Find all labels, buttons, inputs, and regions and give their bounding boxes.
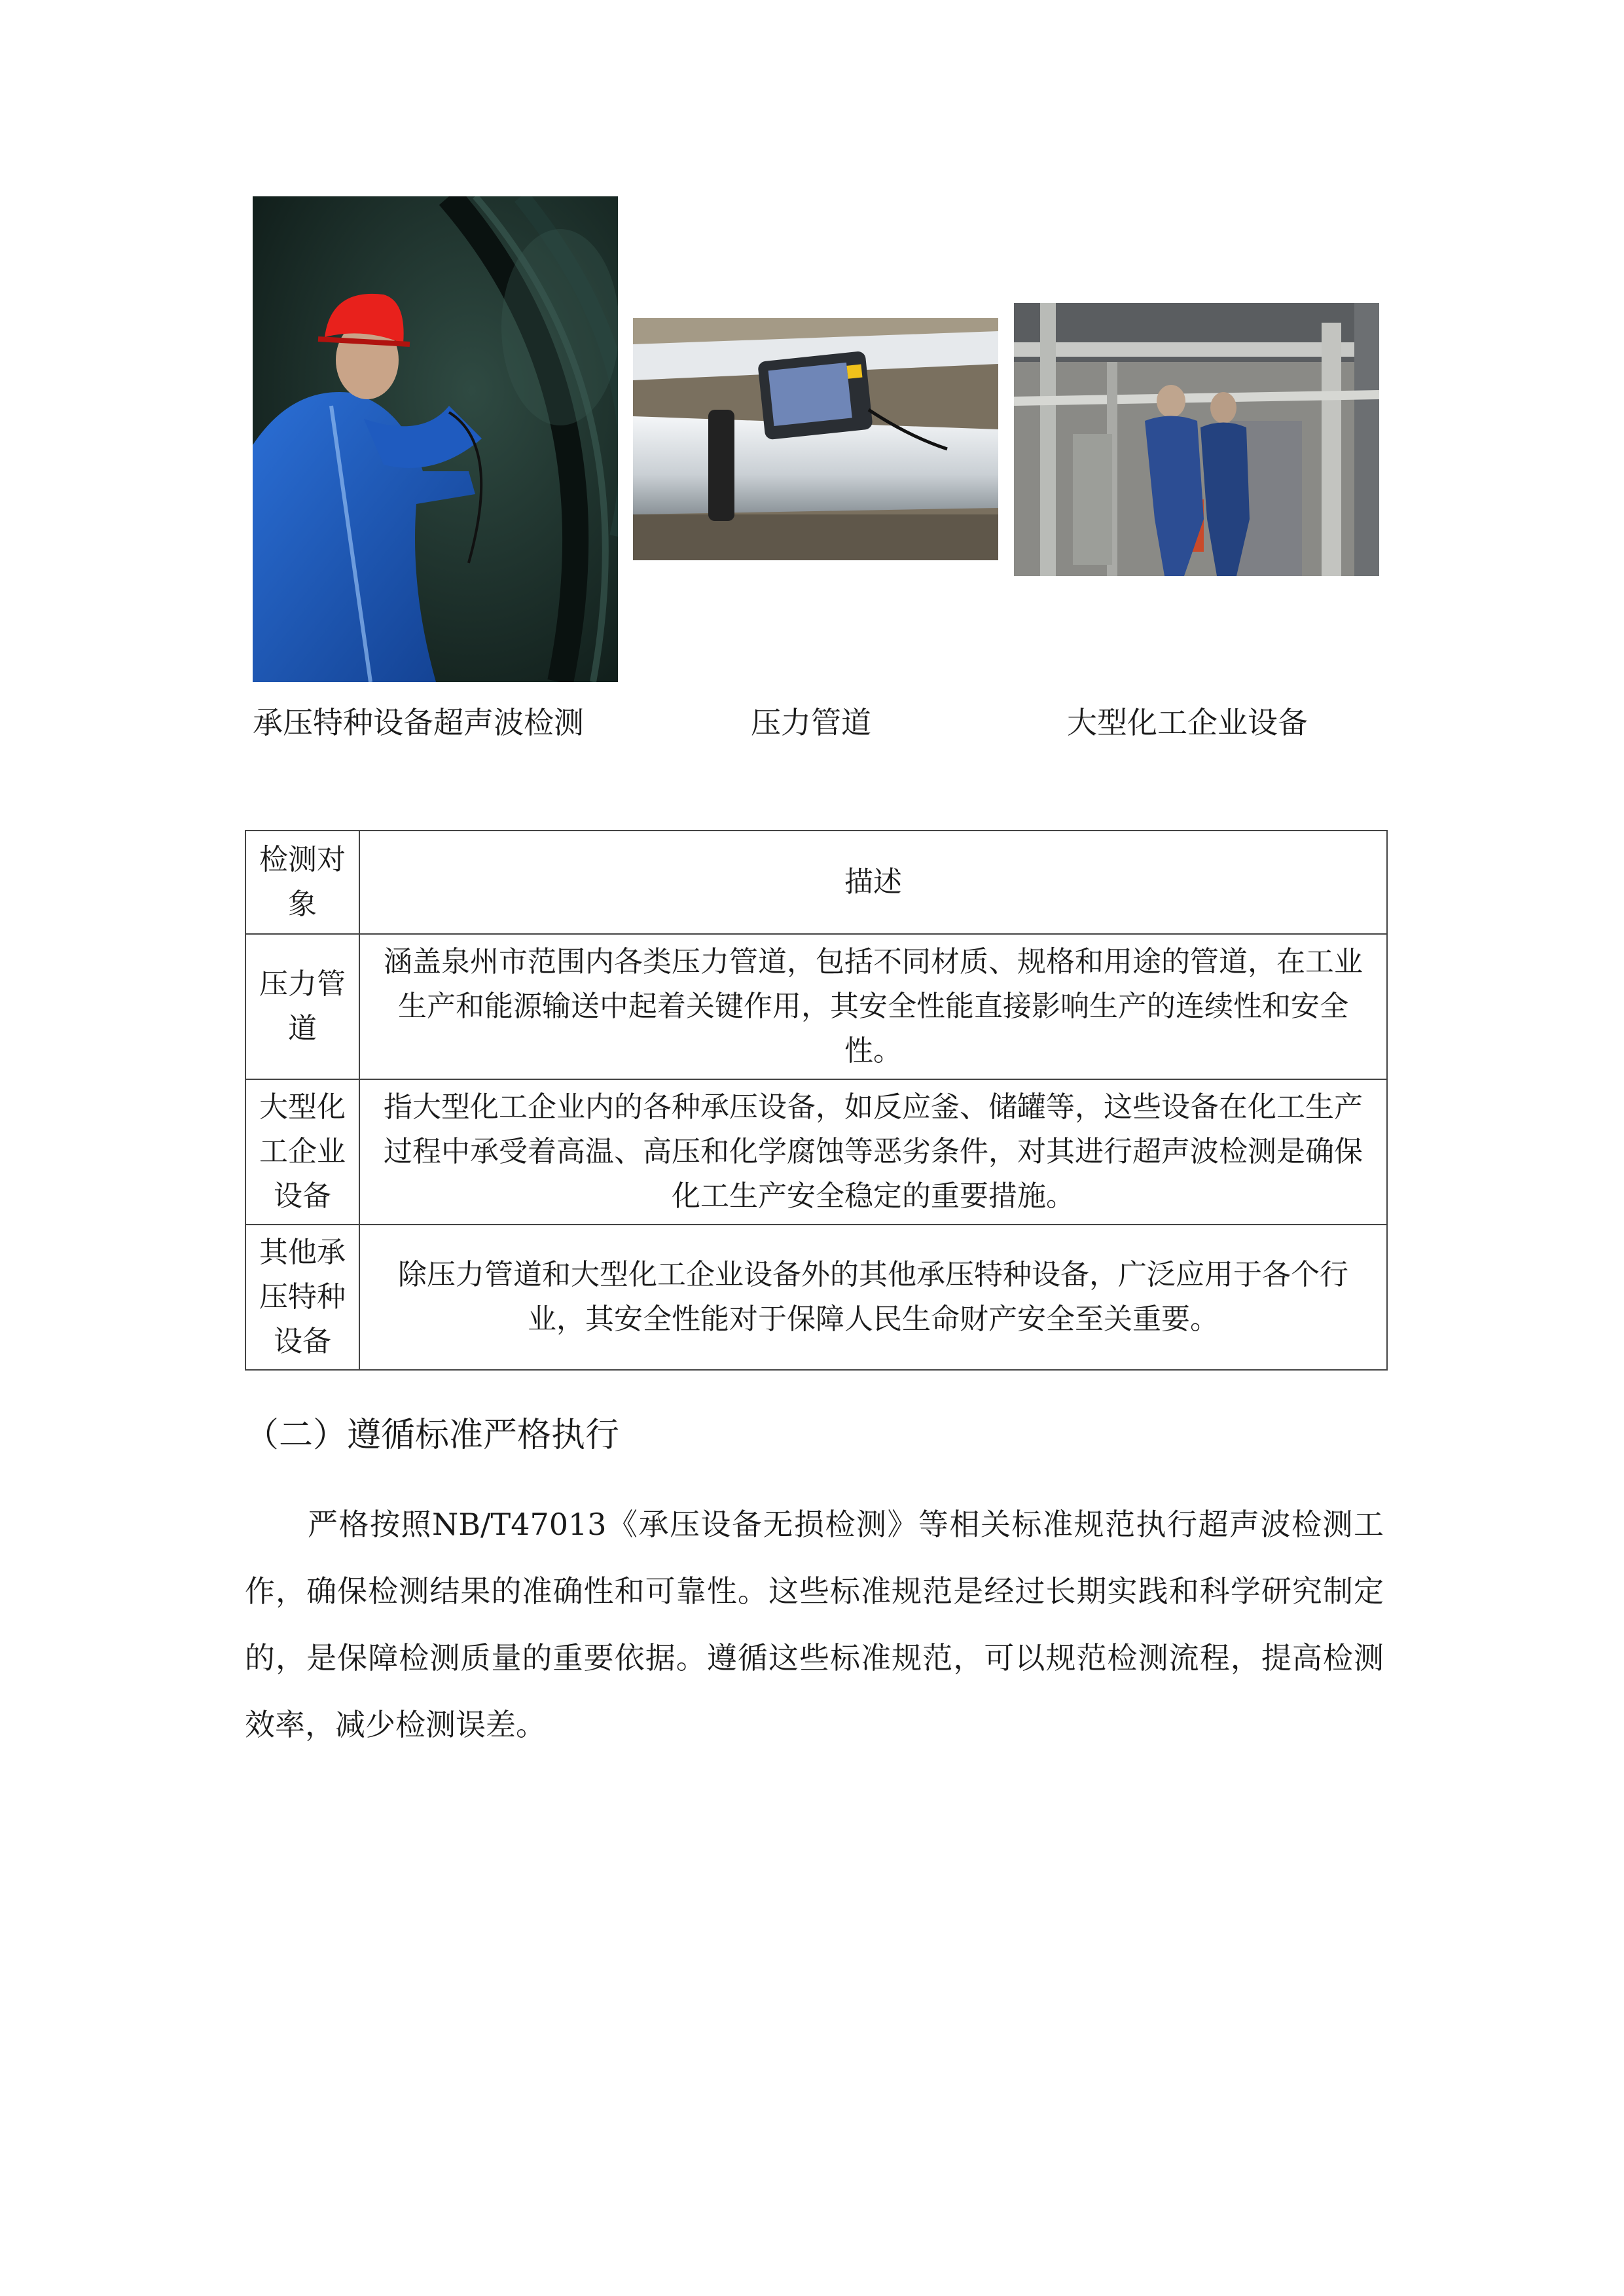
table-cell-description: 除压力管道和大型化工企业设备外的其他承压特种设备，广泛应用于各个行业，其安全性能对于保障人民生命财产安全至关重要。 (359, 1225, 1387, 1370)
table-cell-object: 压力管道 (245, 934, 359, 1079)
table-row (245, 934, 1387, 1079)
table-header-row (245, 831, 1387, 934)
table-row (245, 1225, 1387, 1370)
pressure-pipe-photo (633, 318, 998, 560)
table-header-cell: 检测对象 (245, 831, 359, 934)
figure-caption: 压力管道 (751, 705, 871, 740)
table-row (245, 1079, 1387, 1225)
inspection-targets-table (245, 830, 1388, 1371)
figure-caption: 承压特种设备超声波检测 (253, 705, 584, 740)
ultrasonic-inspection-photo (253, 196, 618, 682)
figure-caption: 大型化工企业设备 (1067, 705, 1308, 740)
table-cell-description: 涵盖泉州市范围内各类压力管道，包括不同材质、规格和用途的管道，在工业生产和能源输送中起着关键作用，其安全性能直接影响生产的连续性和安全性。 (359, 934, 1387, 1079)
section-heading: （二）遵循标准严格执行 (245, 1416, 620, 1455)
table-header-cell: 描述 (359, 831, 1387, 934)
body-paragraph: 严格按照NB/T47013《承压设备无损检测》等相关标准规范执行超声波检测工作，确保检测结果的准确性和可靠性。这些标准规范是经过长期实践和科学研究制定的，是保障检测质量的重要依据。遵循这些标准规范，可以规范检测流程，提高检测效率，减少检测误差。 (245, 1507, 1384, 1742)
chemical-plant-photo (1014, 303, 1379, 576)
table-cell-object: 大型化工企业设备 (245, 1079, 359, 1225)
table-cell-object: 其他承压特种设备 (245, 1225, 359, 1370)
table-cell-description: 指大型化工企业内的各种承压设备，如反应釜、储罐等，这些设备在化工生产过程中承受着高温、高压和化学腐蚀等恶劣条件，对其进行超声波检测是确保化工生产安全稳定的重要措施。 (359, 1079, 1387, 1225)
